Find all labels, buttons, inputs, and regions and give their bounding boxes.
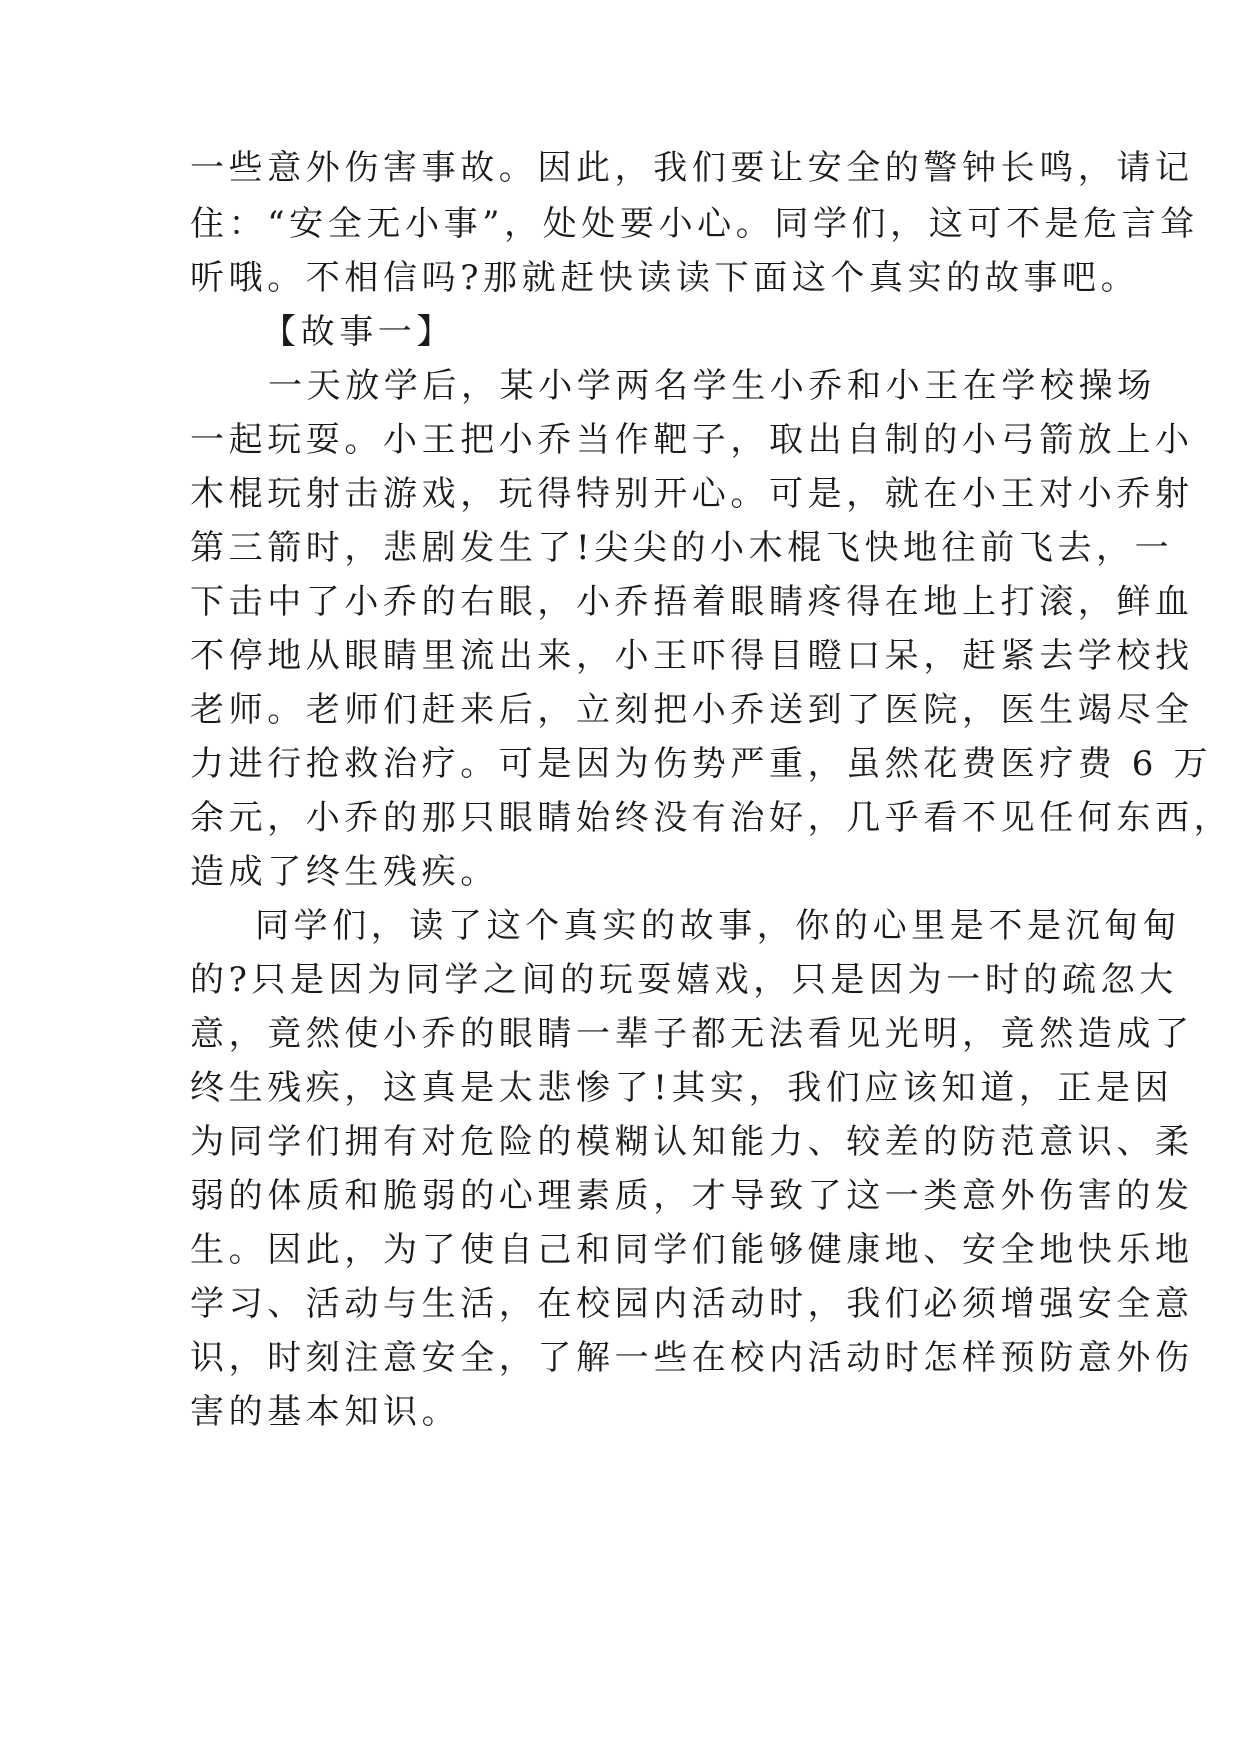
text-line: 第三箭时，悲剧发生了!尖尖的小木棍飞快地往前飞去，一 [190,528,1174,568]
text-line: 一天放学后，某小学两名学生小乔和小王在学校操场 [268,366,1156,406]
text-line: 的?只是因为同学之间的玩耍嬉戏，只是因为一时的疏忽大 [190,960,1178,1000]
text-line: 意，竟然使小乔的眼睛一辈子都无法看见光明，竟然造成了 [190,1014,1194,1054]
text-line: 害的基本知识。 [190,1392,461,1432]
text-line: 木棍玩射击游戏，玩得特别开心。可是，就在小王对小乔射 [190,474,1194,514]
text-line: 造成了终生残疾。 [190,852,499,892]
text-line: 为同学们拥有对危险的模糊认知能力、较差的防范意识、柔 [190,1122,1194,1162]
text-line: 老师。老师们赶来后，立刻把小乔送到了医院，医生竭尽全 [190,690,1194,730]
text-line: 听哦。不相信吗?那就赶快读读下面这个真实的故事吧。 [190,258,1140,298]
text-line: 一些意外伤害事故。因此，我们要让安全的警钟长鸣，请记 [190,148,1194,188]
text-line: 下击中了小乔的右眼，小乔捂着眼睛疼得在地上打滚，鲜血 [190,582,1194,622]
section-heading: 【故事一】 [262,312,455,352]
text-line: 识，时刻注意安全，了解一些在校内活动时怎样预防意外伤 [190,1338,1194,1378]
text-line: 终生残疾，这真是太悲惨了!其实，我们应该知道，正是因 [190,1068,1174,1108]
text-line: 住：“安全无小事”，处处要小心。同学们，这可不是危言耸 [190,204,1199,244]
text-line: 学习、活动与生活，在校园内活动时，我们必须增强安全意 [190,1284,1194,1324]
text-line: 不停地从眼睛里流出来，小王吓得目瞪口呆，赶紧去学校找 [190,636,1194,676]
text-line: 同学们，读了这个真实的故事，你的心里是不是沉甸甸 [255,906,1182,946]
text-line: 生。因此，为了使自己和同学们能够健康地、安全地快乐地 [190,1230,1194,1270]
text-line: 力进行抢救治疗。可是因为伤势严重，虽然花费医疗费 6 万 [190,744,1213,784]
text-line: 余元，小乔的那只眼睛始终没有治好，几乎看不见任何东西， [190,798,1233,838]
text-line: 弱的体质和脆弱的心理素质，才导致了这一类意外伤害的发 [190,1176,1194,1216]
text-line: 一起玩耍。小王把小乔当作靶子，取出自制的小弓箭放上小 [190,420,1194,460]
